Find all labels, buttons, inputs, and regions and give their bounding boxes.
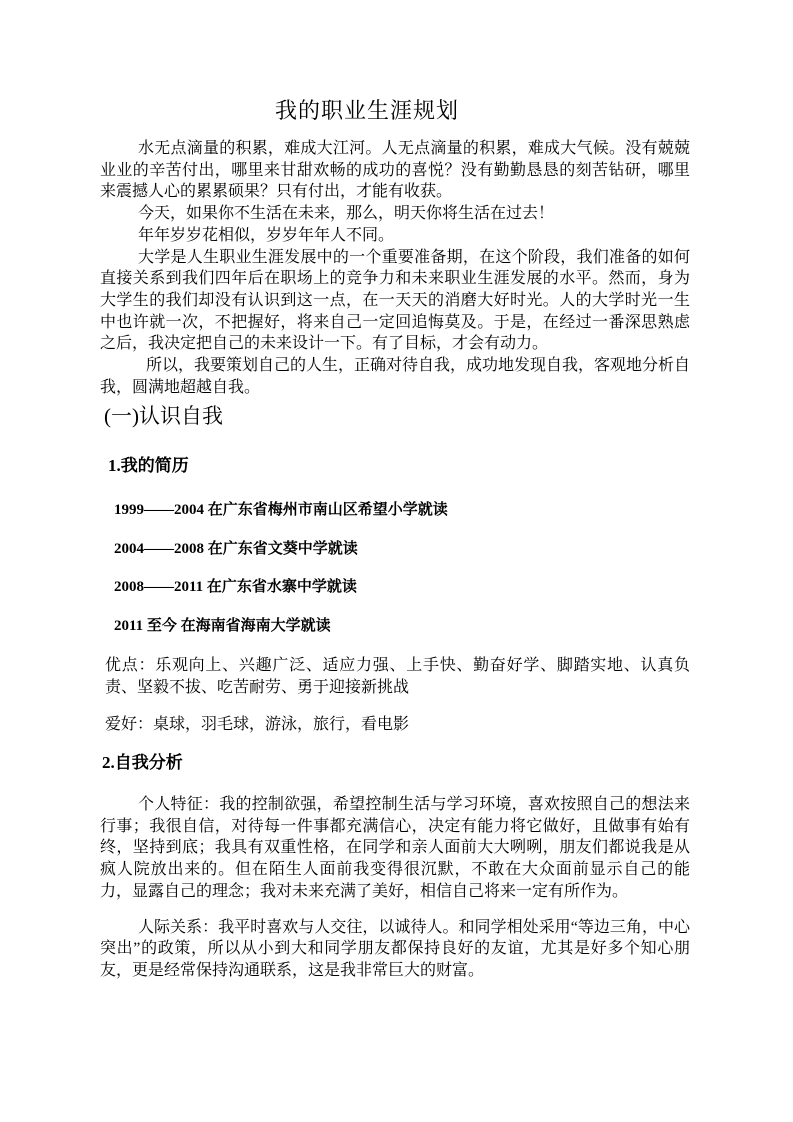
intro-paragraph-1: 水无点滴量的积累，难成大江河。人无点滴量的积累，难成大气候。没有兢兢业业的辛苦付出，哪里来甘甜欢畅的成功的喜悦？没有勤勤恳恳的刻苦钻研，哪里来震撼人心的累累硕果？只有付出，才能有收获。 bbox=[100, 140, 690, 201]
resume-entry-middle-school-2: 2008——2011 在广东省水寨中学就读 bbox=[114, 579, 357, 596]
intro-paragraph-5: 所以，我要策划自己的人生，正确对待自我，成功地发现自我，客观地分析自我，圆满地超越自我。 bbox=[100, 357, 691, 396]
section-heading-know-myself: (一)认识自我 bbox=[104, 404, 223, 429]
subsection-heading-self-analysis: 2.自我分析 bbox=[102, 753, 183, 773]
intro-paragraph-2: 今天，如果你不生活在未来，那么，明天你将生活在过去！ bbox=[138, 205, 555, 223]
resume-entry-university: 2011 至今 在海南省海南大学就读 bbox=[114, 617, 331, 634]
strengths-line: 优点：乐观向上、兴趣广泛、适应力强、上手快、勤奋好学、脚踏实地、认真负责、坚毅不拔、吃苦耐劳、勇于迎接新挑战 bbox=[105, 656, 690, 696]
resume-entry-primary-school: 1999——2004 在广东省梅州市南山区希望小学就读 bbox=[114, 502, 448, 519]
document-title: 我的职业生涯规划 bbox=[274, 98, 459, 123]
self-analysis-paragraph-traits: 个人特征：我的控制欲强，希望控制生活与学习环境，喜欢按照自己的想法来行事；我很自信，对待每一件事都充满信心，决定有能力将它做好，且做事有始有终，坚持到底；我具有双重性格，在同学和亲人面前大大咧咧，朋友们都说我是从疯人院放出来的。但在陌生人面前我变得很沉默，不敢在大众面前显示自己的能力，显露自己的理念；我对未来充满了美好，相信自己将来一定有所作为。 bbox=[100, 796, 690, 900]
resume-entry-middle-school-1: 2004——2008 在广东省文葵中学就读 bbox=[114, 540, 358, 557]
intro-paragraph-3: 年年岁岁花相似，岁岁年年人不同。 bbox=[138, 226, 395, 244]
intro-paragraph-4: 大学是人生职业生涯发展中的一个重要准备期，在这个阶段，我们准备的如何直接关系到我们四年后在职场上的竞争力和未来职业生涯发展的水平。然而，身为大学生的我们却没有认识到这一点，在一天天的消磨大好时光。人的大学时光一生中也许就一次，不把握好，将来自己一定回追悔莫及。于是，在经过一番深思熟虑之后，我决定把自己的未来设计一下。有了目标，才会有动力。 bbox=[100, 248, 690, 353]
hobbies-line: 爱好：桌球，羽毛球，游泳，旅行，看电影 bbox=[105, 716, 410, 734]
resume-entries bbox=[100, 499, 690, 637]
subsection-heading-my-resume: 1.我的简历 bbox=[108, 456, 189, 476]
self-analysis-paragraph-relationships: 人际关系：我平时喜欢与人交往，以诚待人。和同学相处采用“等边三角，中心突出”的政策，所以从小到大和同学朋友都保持良好的友谊，尤其是好多个知心朋友，更是经常保持沟通联系，这是我非常巨大的财富。 bbox=[100, 918, 690, 979]
